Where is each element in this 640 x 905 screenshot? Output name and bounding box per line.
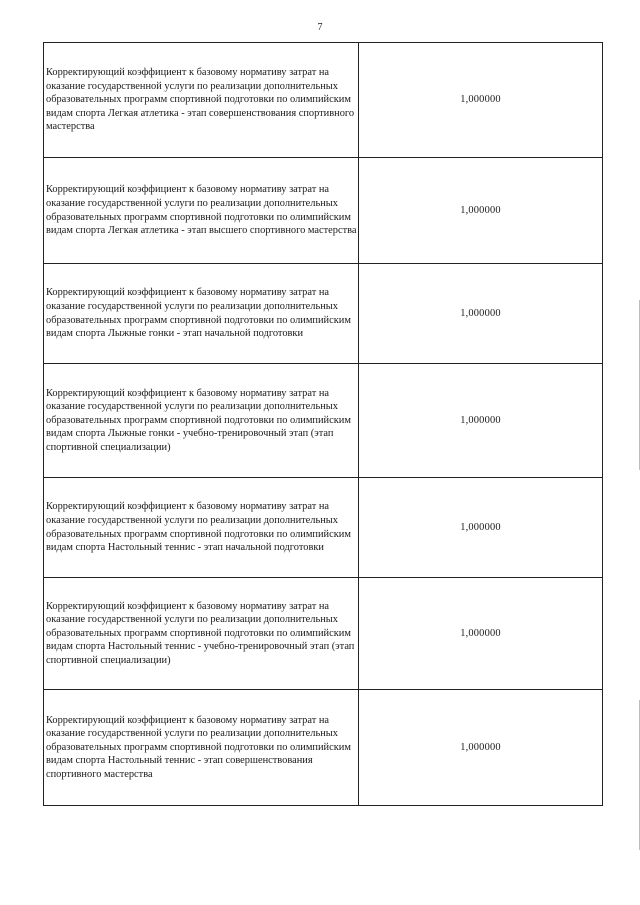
coefficient-value: 1,000000 (359, 43, 603, 158)
coefficient-description: Корректирующий коэффициент к базовому нормативу затрат на оказание государственной услуги по реализации дополнительных образовательных программ спортивной подготовки по олимпийским видам спорта Легкая атлетика - этап высшего спортивного мастерства (44, 158, 359, 264)
coefficient-value: 1,000000 (359, 264, 603, 364)
table-row (44, 690, 603, 806)
table-row (44, 578, 603, 690)
coefficient-description: Корректирующий коэффициент к базовому нормативу затрат на оказание государственной услуги по реализации дополнительных образовательных программ спортивной подготовки по олимпийским видам спорта Настольный теннис - учебно-тренировочный этап (этап спортивной специализации) (44, 578, 359, 690)
coefficient-description: Корректирующий коэффициент к базовому нормативу затрат на оказание государственной услуги по реализации дополнительных образовательных программ спортивной подготовки по олимпийским видам спорта Лыжные гонки - учебно-тренировочный этап (этап спортивной специализации) (44, 364, 359, 478)
coefficient-description: Корректирующий коэффициент к базовому нормативу затрат на оказание государственной услуги по реализации дополнительных образовательных программ спортивной подготовки по олимпийским видам спорта Легкая атлетика - этап совершенствования спортивного мастерства (44, 43, 359, 158)
page-number: 7 (317, 22, 323, 33)
table-row (44, 158, 603, 264)
table-row (44, 364, 603, 478)
table-row (44, 264, 603, 364)
coefficient-description: Корректирующий коэффициент к базовому нормативу затрат на оказание государственной услуги по реализации дополнительных образовательных программ спортивной подготовки по олимпийским видам спорта Настольный теннис - этап начальной подготовки (44, 478, 359, 578)
coefficient-value: 1,000000 (359, 690, 603, 806)
coefficient-value: 1,000000 (359, 364, 603, 478)
coefficient-value: 1,000000 (359, 158, 603, 264)
coefficient-description: Корректирующий коэффициент к базовому нормативу затрат на оказание государственной услуги по реализации дополнительных образовательных программ спортивной подготовки по олимпийским видам спорта Настольный теннис - этап совершенствования спортивного мастерства (44, 690, 359, 806)
table-row (44, 43, 603, 158)
coefficient-value: 1,000000 (359, 578, 603, 690)
coefficient-description: Корректирующий коэффициент к базовому нормативу затрат на оказание государственной услуги по реализации дополнительных образовательных программ спортивной подготовки по олимпийским видам спорта Лыжные гонки - этап начальной подготовки (44, 264, 359, 364)
coefficient-value: 1,000000 (359, 478, 603, 578)
table-row (44, 478, 603, 578)
coefficient-table (43, 42, 603, 806)
